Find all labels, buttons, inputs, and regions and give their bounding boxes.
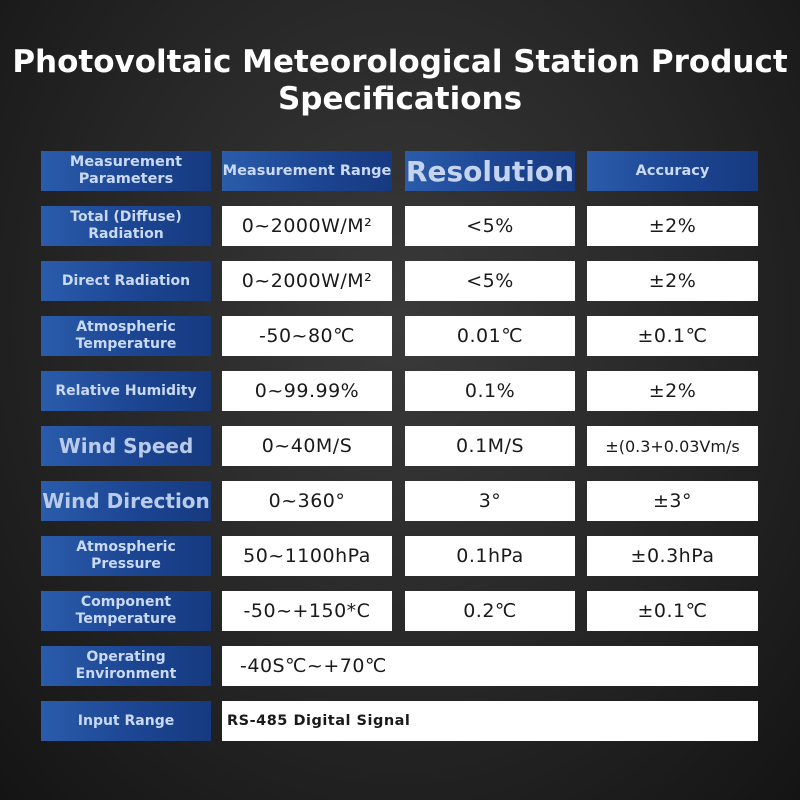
- input-value: RS-485 Digital Signal: [222, 701, 758, 741]
- row-accuracy: ±0.1℃: [587, 316, 758, 356]
- row-range: 50~1100hPa: [222, 536, 392, 576]
- title-line-2: Specifications: [277, 81, 523, 117]
- row-accuracy: ±0.1℃: [587, 591, 758, 631]
- row-accuracy: ±0.3hPa: [587, 536, 758, 576]
- row-resolution: <5%: [405, 261, 575, 301]
- header-range: Measurement Range: [222, 151, 392, 191]
- row-param: Wind Direction: [41, 481, 211, 521]
- spec-table: [41, 151, 758, 741]
- row-resolution: 0.2℃: [405, 591, 575, 631]
- row-accuracy: ±3°: [587, 481, 758, 521]
- operating-value: -40S℃~+70℃: [222, 646, 758, 686]
- row-accuracy: ±2%: [587, 261, 758, 301]
- row-resolution: 0.01℃: [405, 316, 575, 356]
- row-resolution: 3°: [405, 481, 575, 521]
- row-resolution: 0.1M/S: [405, 426, 575, 466]
- header-resolution: Resolution: [405, 151, 575, 191]
- row-accuracy: ±(0.3+0.03Vm/s: [587, 426, 758, 466]
- row-param: Atmospheric Pressure: [41, 536, 211, 576]
- row-range: 0~40M/S: [222, 426, 392, 466]
- input-param: Input Range: [41, 701, 211, 741]
- row-range: 0~2000W/M²: [222, 206, 392, 246]
- header-param: Measurement Parameters: [41, 151, 211, 191]
- row-resolution: 0.1%: [405, 371, 575, 411]
- operating-param: Operating Environment: [41, 646, 211, 686]
- row-param: Component Temperature: [41, 591, 211, 631]
- row-range: 0~2000W/M²: [222, 261, 392, 301]
- row-param: Relative Humidity: [41, 371, 211, 411]
- row-param: Wind Speed: [41, 426, 211, 466]
- row-param: Total (Diffuse) Radiation: [41, 206, 211, 246]
- row-accuracy: ±2%: [587, 206, 758, 246]
- row-param: Atmospheric Temperature: [41, 316, 211, 356]
- row-range: 0~360°: [222, 481, 392, 521]
- title-line-1: Photovoltaic Meteorological Station Product: [12, 44, 788, 80]
- row-accuracy: ±2%: [587, 371, 758, 411]
- row-resolution: <5%: [405, 206, 575, 246]
- row-range: 0~99.99%: [222, 371, 392, 411]
- page-title: [0, 44, 800, 118]
- row-range: -50~80℃: [222, 316, 392, 356]
- row-param: Direct Radiation: [41, 261, 211, 301]
- header-accuracy: Accuracy: [587, 151, 758, 191]
- row-range: -50~+150*C: [222, 591, 392, 631]
- row-resolution: 0.1hPa: [405, 536, 575, 576]
